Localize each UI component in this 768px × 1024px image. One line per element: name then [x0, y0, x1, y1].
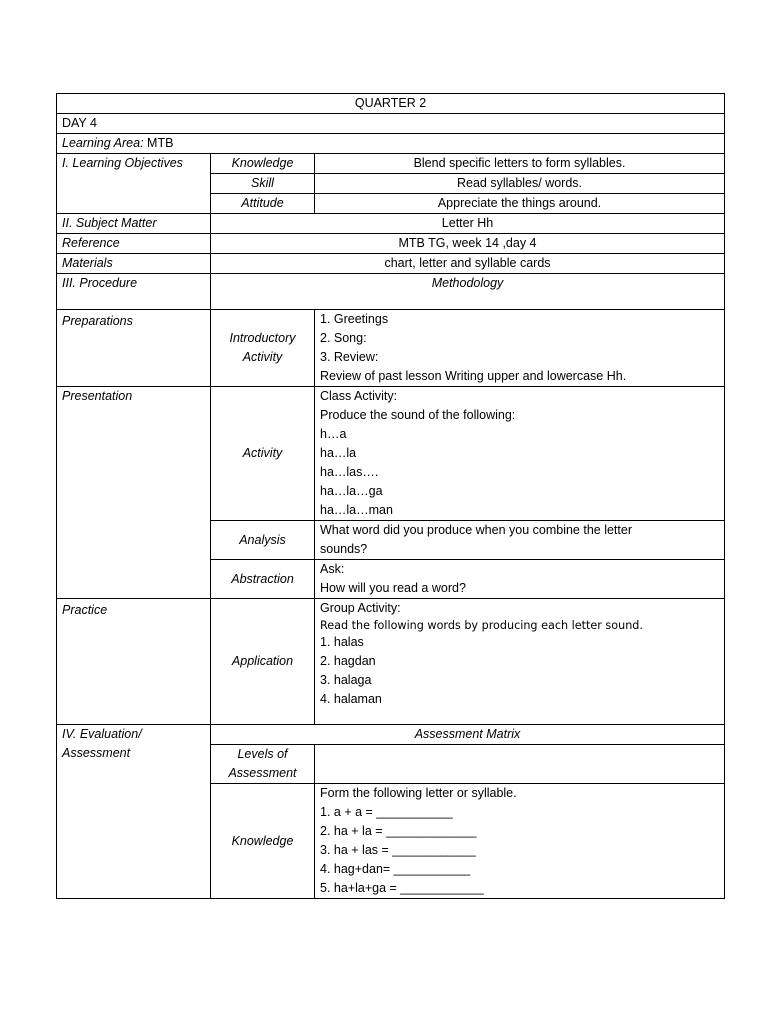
procedure-label: III. Procedure	[57, 274, 211, 310]
materials-value: chart, letter and syllable cards	[211, 254, 725, 274]
presentation-analysis-content	[315, 521, 725, 560]
subject-matter-value: Letter Hh	[211, 214, 725, 234]
content-line: h…a	[320, 427, 347, 441]
methodology-heading: Methodology	[211, 274, 725, 310]
subject-matter-label: II. Subject Matter	[57, 214, 211, 234]
objectives-label: I. Learning Objectives	[57, 154, 211, 214]
content-line: ha…la…ga	[320, 484, 383, 498]
subject-matter-row	[57, 214, 725, 234]
learning-area-label: Learning Area:	[62, 136, 144, 150]
activity-type-line: Introductory	[229, 331, 296, 345]
presentation-activity-type: Activity	[211, 387, 315, 521]
content-line: 5. ha+la+ga = ____________	[320, 881, 484, 895]
presentation-activity-row	[57, 387, 725, 521]
evaluation-knowledge-type: Knowledge	[211, 784, 315, 899]
content-line: 4. hag+dan= ___________	[320, 862, 471, 876]
content-line: Group Activity:	[320, 601, 401, 615]
practice-label: Practice	[57, 599, 211, 725]
content-line: Produce the sound of the following:	[320, 408, 516, 422]
content-line: What word did you produce when you combine the letter	[320, 523, 632, 537]
content-line: 3. halaga	[320, 673, 372, 687]
presentation-label: Presentation	[57, 387, 211, 599]
objective-text: Blend specific letters to form syllables.	[315, 154, 725, 174]
objective-type: Skill	[211, 174, 315, 194]
evaluation-matrix-row	[57, 725, 725, 745]
learning-area	[57, 134, 725, 154]
quarter-title: QUARTER 2	[57, 94, 725, 114]
evaluation-content	[315, 784, 725, 899]
materials-label: Materials	[57, 254, 211, 274]
objective-row-knowledge	[57, 154, 725, 174]
lesson-plan-table	[56, 93, 725, 899]
content-line: 3. ha + las = ____________	[320, 843, 476, 857]
reference-label: Reference	[57, 234, 211, 254]
content-line: Form the following letter or syllable.	[320, 786, 517, 800]
content-line: 2. hagdan	[320, 654, 376, 668]
practice-content	[315, 599, 725, 725]
objective-type: Knowledge	[211, 154, 315, 174]
evaluation-label-line: IV. Evaluation/	[62, 727, 142, 741]
content-line: 1. a + a = ___________	[320, 805, 453, 819]
levels-of-assessment	[211, 745, 315, 784]
content-line: ha…las….	[320, 465, 379, 479]
content-line: 1. Greetings	[320, 312, 389, 326]
content-line: How will you read a word?	[320, 581, 466, 595]
objective-text: Appreciate the things around.	[315, 194, 725, 214]
evaluation-label	[57, 725, 211, 899]
practice-type: Application	[211, 599, 315, 725]
content-line: 3. Review:	[320, 350, 379, 364]
quarter-row	[57, 94, 725, 114]
procedure-row	[57, 274, 725, 310]
activity-type-line: Activity	[242, 350, 283, 364]
content-line: ha…la…man	[320, 503, 393, 517]
content-line: Class Activity:	[320, 389, 398, 403]
practice-row	[57, 599, 725, 725]
practice-instruction: Read the following words by producing each letter sound.	[320, 619, 643, 632]
materials-row	[57, 254, 725, 274]
levels-line: Assessment	[228, 766, 297, 780]
evaluation-label-line: Assessment	[62, 746, 131, 760]
reference-row	[57, 234, 725, 254]
content-line: 2. Song:	[320, 331, 367, 345]
preparations-content	[315, 310, 725, 387]
presentation-abstraction-content	[315, 560, 725, 599]
learning-area-value: MTB	[147, 136, 174, 150]
presentation-analysis-type: Analysis	[211, 521, 315, 560]
content-line: ha…la	[320, 446, 357, 460]
preparations-activity-type	[211, 310, 315, 387]
reference-value: MTB TG, week 14 ,day 4	[211, 234, 725, 254]
content-line: 4. halaman	[320, 692, 382, 706]
preparations-label: Preparations	[57, 310, 211, 387]
assessment-matrix-heading: Assessment Matrix	[211, 725, 725, 745]
content-line: 1. halas	[320, 635, 364, 649]
content-line: sounds?	[320, 542, 368, 556]
objective-type: Attitude	[211, 194, 315, 214]
presentation-activity-content	[315, 387, 725, 521]
content-line: Ask:	[320, 562, 345, 576]
content-line: Review of past lesson Writing upper and lowercase Hh.	[320, 369, 627, 383]
levels-line: Levels of	[237, 747, 288, 761]
objective-text: Read syllables/ words.	[315, 174, 725, 194]
levels-empty-cell	[315, 745, 725, 784]
presentation-abstraction-type: Abstraction	[211, 560, 315, 599]
content-line: 2. ha + la = _____________	[320, 824, 477, 838]
learning-area-row	[57, 134, 725, 154]
day-label: DAY 4	[57, 114, 725, 134]
day-row	[57, 114, 725, 134]
preparations-row	[57, 310, 725, 387]
